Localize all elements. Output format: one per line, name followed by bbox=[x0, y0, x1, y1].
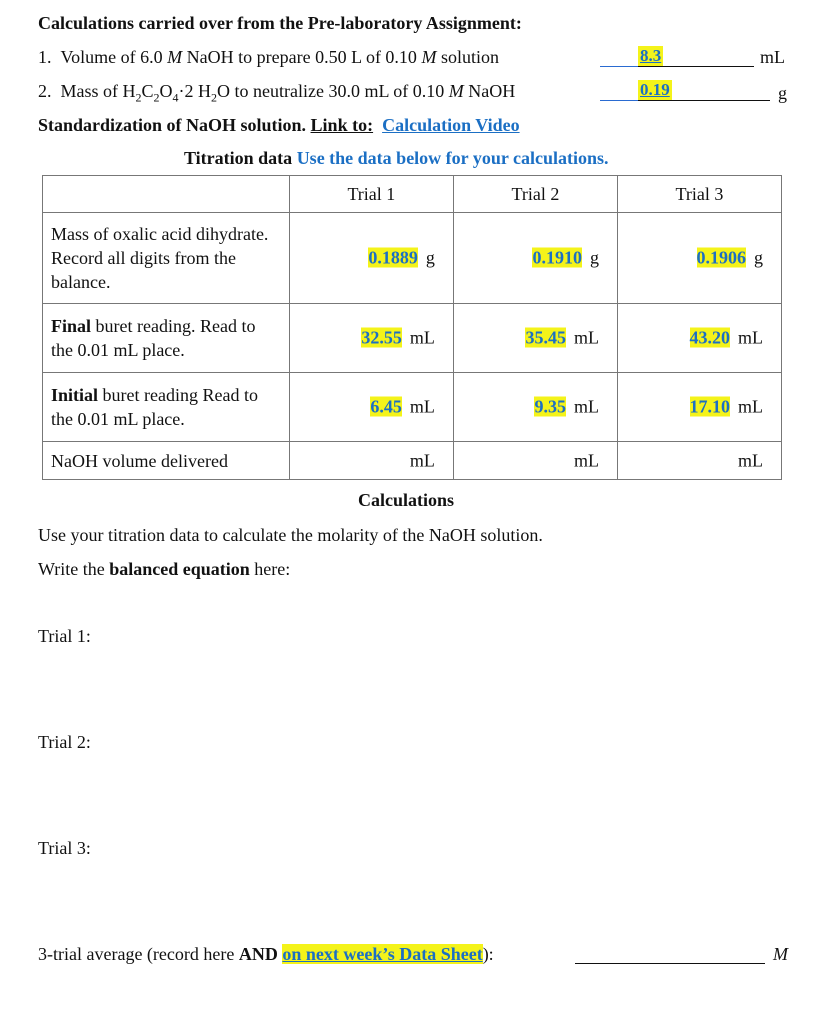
avg-bold: AND bbox=[238, 944, 278, 964]
row-label-mass: Mass of oxalic acid dihydrate. Record all digits from the balance. bbox=[43, 213, 290, 304]
avg-pre: 3-trial average (record here bbox=[38, 944, 239, 964]
label-bold: Final bbox=[51, 316, 92, 336]
q1-molar-symbol-2: M bbox=[421, 47, 437, 67]
unit: mL bbox=[738, 450, 763, 470]
cell-initial-trial-2[interactable] bbox=[453, 373, 617, 442]
table-row bbox=[43, 373, 782, 442]
calculations-instruction: Use your titration data to calculate the molarity of the NaOH solution. bbox=[38, 525, 543, 545]
q1-molar-symbol: M bbox=[167, 47, 183, 67]
cell-volume-trial-3[interactable] bbox=[617, 442, 781, 480]
header-empty bbox=[43, 176, 290, 213]
table-row bbox=[43, 442, 782, 480]
value: 0.1910 bbox=[532, 247, 582, 268]
titration-data-table bbox=[42, 175, 782, 480]
value: 0.1889 bbox=[368, 247, 418, 268]
data-sheet-link[interactable]: on next week’s Data Sheet bbox=[282, 944, 483, 964]
unit: mL bbox=[738, 327, 763, 348]
unit: mL bbox=[738, 396, 763, 417]
q1-number: 1. bbox=[38, 47, 52, 67]
q1-text: Volume of 6.0 bbox=[60, 47, 168, 67]
standardization-title bbox=[38, 115, 520, 136]
cell-volume-trial-2[interactable] bbox=[453, 442, 617, 480]
cell-mass-trial-2[interactable] bbox=[453, 213, 617, 304]
q2-answer-line-left bbox=[600, 100, 638, 101]
value: 35.45 bbox=[525, 327, 566, 348]
cell-initial-trial-3[interactable] bbox=[617, 373, 781, 442]
prelab-question-2: 2. Mass of $H_2C_2O_4\cdot 2$ $H_2O$ to neutralize 30.0 mL of 0.10 M NaOH bbox=[38, 81, 516, 105]
table-row bbox=[43, 213, 782, 304]
cell-final-trial-2[interactable] bbox=[453, 304, 617, 373]
cell-mass-trial-1[interactable] bbox=[289, 213, 453, 304]
q2-unit: g bbox=[778, 83, 787, 103]
eq-pre: Write the bbox=[38, 559, 110, 579]
q1-answer-line-left bbox=[600, 66, 638, 67]
header-trial-3: Trial 3 bbox=[617, 176, 781, 213]
cell-mass-trial-3[interactable] bbox=[617, 213, 781, 304]
unit: mL bbox=[573, 327, 599, 348]
cell-initial-trial-1[interactable] bbox=[289, 373, 453, 442]
q2-answer-line[interactable] bbox=[638, 100, 770, 101]
q1-text-2: NaOH to prepare 0.50 L of 0.10 bbox=[182, 47, 422, 67]
avg-post: ): bbox=[482, 944, 494, 964]
value: 17.10 bbox=[689, 396, 730, 417]
value: 0.1906 bbox=[696, 247, 746, 268]
q1-answer[interactable]: 8.3 bbox=[640, 46, 662, 65]
cell-volume-trial-1[interactable] bbox=[289, 442, 453, 480]
unit: g bbox=[589, 247, 599, 268]
label-bold: Initial bbox=[51, 385, 99, 405]
q2-number: 2. bbox=[38, 81, 52, 101]
q1-answer-line[interactable] bbox=[638, 66, 754, 67]
trial-3-label: Trial 3: bbox=[38, 838, 91, 858]
cell-final-trial-1[interactable] bbox=[289, 304, 453, 373]
unit: mL bbox=[573, 450, 599, 470]
trial-1-label: Trial 1: bbox=[38, 626, 91, 646]
prelab-question-1 bbox=[38, 47, 499, 68]
unit: mL bbox=[409, 396, 435, 417]
value: 9.35 bbox=[534, 396, 566, 417]
row-label-volume: NaOH volume delivered bbox=[43, 442, 290, 480]
q2-answer[interactable]: 0.19 bbox=[640, 80, 670, 99]
unit: mL bbox=[409, 327, 435, 348]
row-label-initial bbox=[43, 373, 290, 442]
table-header-row bbox=[43, 176, 782, 213]
unit: g bbox=[425, 247, 435, 268]
value: 43.20 bbox=[689, 327, 730, 348]
table-row bbox=[43, 304, 782, 373]
balanced-equation-prompt bbox=[38, 559, 290, 580]
q1-unit: mL bbox=[760, 47, 785, 67]
cell-final-trial-3[interactable] bbox=[617, 304, 781, 373]
page-heading: Calculations carried over from the Pre-laboratory Assignment: bbox=[38, 13, 522, 33]
titration-instruction: Use the data below for your calculations. bbox=[296, 148, 609, 168]
eq-post: here: bbox=[249, 559, 291, 579]
value: 32.55 bbox=[361, 327, 402, 348]
trial-2-label: Trial 2: bbox=[38, 732, 91, 752]
calculation-video-link[interactable]: Calculation Video bbox=[382, 115, 520, 135]
average-answer-line[interactable] bbox=[575, 963, 765, 964]
calculations-title: Calculations bbox=[358, 490, 455, 510]
q1-text-3: solution bbox=[436, 47, 499, 67]
unit: mL bbox=[409, 450, 435, 470]
value: 6.45 bbox=[370, 396, 402, 417]
eq-bold: balanced equation bbox=[109, 559, 250, 579]
header-trial-2: Trial 2 bbox=[453, 176, 617, 213]
label-rest: buret reading Read to the 0.01 mL place. bbox=[51, 385, 258, 429]
header-trial-1: Trial 1 bbox=[289, 176, 453, 213]
standardization-title-text: Standardization of NaOH solution. bbox=[38, 115, 307, 135]
average-unit: M bbox=[773, 944, 788, 964]
average-prompt bbox=[38, 944, 494, 965]
unit: g bbox=[754, 247, 763, 268]
titration-title-text: Titration data bbox=[184, 148, 293, 168]
link-prefix: Link to: bbox=[310, 115, 374, 135]
row-label-final bbox=[43, 304, 290, 373]
label-rest: buret reading. Read to the 0.01 mL place. bbox=[51, 316, 256, 360]
unit: mL bbox=[573, 396, 599, 417]
titration-title bbox=[184, 148, 609, 169]
